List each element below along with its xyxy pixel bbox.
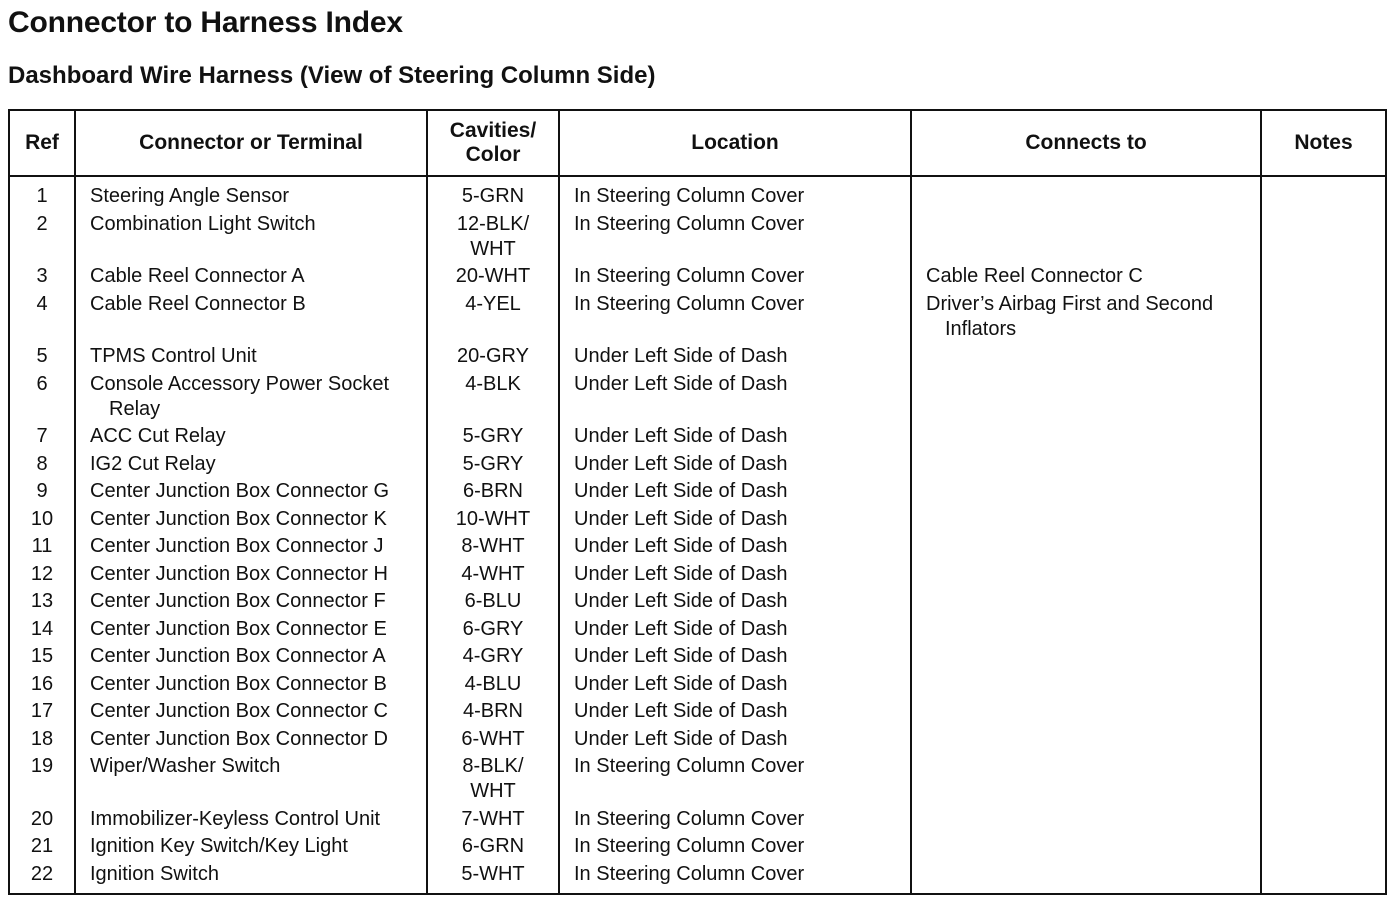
notes-cell xyxy=(1261,727,1386,755)
connector-cell-text: Wiper/Washer Switch xyxy=(90,755,281,777)
location-cell: Under Left Side of Dash xyxy=(559,644,911,672)
connector-cell xyxy=(75,672,427,700)
table-row xyxy=(9,754,1386,807)
connects-to-cell xyxy=(911,372,1261,425)
table-row xyxy=(9,834,1386,862)
ref-cell: 2 xyxy=(36,212,48,235)
connector-cell-text: IG2 Cut Relay xyxy=(90,452,216,475)
cavities-cell: 12-BLK/ WHT xyxy=(427,212,559,265)
connects-to-cell xyxy=(911,264,1261,292)
table-header-row xyxy=(9,110,1386,176)
connector-cell xyxy=(75,589,427,617)
cavities-cell: 5-GRY xyxy=(427,452,559,480)
cavities-cell: 5-GRN xyxy=(427,176,559,212)
connects-to-cell-text: Driver’s Airbag First and Second Inflators xyxy=(926,292,1214,340)
connects-to-cell xyxy=(911,292,1261,345)
table-row xyxy=(9,562,1386,590)
table-row xyxy=(9,862,1386,894)
table-row xyxy=(9,534,1386,562)
ref-cell: 20 xyxy=(30,807,54,830)
location-cell: In Steering Column Cover xyxy=(559,292,911,345)
cavities-cell: 6-GRN xyxy=(427,834,559,862)
cavities-cell: 4-BRN xyxy=(427,699,559,727)
connector-cell xyxy=(75,264,427,292)
table-row xyxy=(9,507,1386,535)
connector-cell xyxy=(75,754,427,807)
cavities-cell: 7-WHT xyxy=(427,807,559,835)
table-row xyxy=(9,292,1386,345)
table-row xyxy=(9,264,1386,292)
location-cell: Under Left Side of Dash xyxy=(559,617,911,645)
ref-cell: 14 xyxy=(30,617,54,640)
connects-to-cell xyxy=(911,754,1261,807)
table-row xyxy=(9,176,1386,212)
notes-cell xyxy=(1261,372,1386,425)
cavities-cell: 4-WHT xyxy=(427,562,559,590)
ref-cell: 4 xyxy=(36,292,48,315)
connects-to-cell xyxy=(911,562,1261,590)
connector-cell xyxy=(75,372,427,425)
connector-cell-text: Center Junction Box Connector H xyxy=(90,562,388,585)
connects-to-cell xyxy=(911,176,1261,212)
table-row xyxy=(9,479,1386,507)
connector-cell-text: Steering Angle Sensor xyxy=(90,185,290,207)
connects-to-cell xyxy=(911,452,1261,480)
header-connects-to: Connects to xyxy=(911,110,1261,176)
location-cell: Under Left Side of Dash xyxy=(559,672,911,700)
notes-cell xyxy=(1261,507,1386,535)
table-row xyxy=(9,617,1386,645)
connects-to-cell xyxy=(911,727,1261,755)
header-connector: Connector or Terminal xyxy=(75,110,427,176)
location-cell: Under Left Side of Dash xyxy=(559,372,911,425)
page-subtitle: Dashboard Wire Harness (View of Steering Column Side) xyxy=(8,62,656,89)
connector-cell xyxy=(75,727,427,755)
header-ref: Ref xyxy=(9,110,75,176)
ref-cell: 18 xyxy=(30,727,54,750)
cavities-cell: 10-WHT xyxy=(427,507,559,535)
cavities-cell: 5-GRY xyxy=(427,424,559,452)
ref-cell: 13 xyxy=(30,590,54,612)
connector-cell-text: Ignition Key Switch/Key Light xyxy=(90,835,348,857)
connector-cell-text: Center Junction Box Connector D xyxy=(90,727,388,750)
table-row xyxy=(9,727,1386,755)
connector-cell-text: Center Junction Box Connector G xyxy=(90,480,390,502)
location-cell: Under Left Side of Dash xyxy=(559,507,911,535)
notes-cell xyxy=(1261,292,1386,345)
table-row xyxy=(9,644,1386,672)
connector-cell xyxy=(75,617,427,645)
connector-cell xyxy=(75,176,427,212)
notes-cell xyxy=(1261,807,1386,835)
notes-cell xyxy=(1261,754,1386,807)
notes-cell xyxy=(1261,862,1386,894)
connector-cell-text: Center Junction Box Connector E xyxy=(90,617,387,640)
connects-to-cell xyxy=(911,862,1261,894)
cavities-cell: 8-WHT xyxy=(427,534,559,562)
ref-cell: 21 xyxy=(30,835,54,857)
ref-cell: 22 xyxy=(30,862,54,885)
connects-to-cell-text: Cable Reel Connector C xyxy=(926,265,1143,287)
notes-cell xyxy=(1261,212,1386,265)
cavities-cell: 5-WHT xyxy=(427,862,559,894)
header-location: Location xyxy=(559,110,911,176)
table-row xyxy=(9,344,1386,372)
connector-cell xyxy=(75,452,427,480)
notes-cell xyxy=(1261,479,1386,507)
connector-cell xyxy=(75,479,427,507)
location-cell: Under Left Side of Dash xyxy=(559,344,911,372)
connector-cell xyxy=(75,644,427,672)
ref-cell: 7 xyxy=(36,425,48,447)
notes-cell xyxy=(1261,589,1386,617)
connector-cell-text: Console Accessory Power Socket Relay xyxy=(90,372,390,420)
connector-cell-text: Combination Light Switch xyxy=(90,212,316,235)
notes-cell xyxy=(1261,534,1386,562)
connector-cell xyxy=(75,699,427,727)
location-cell: Under Left Side of Dash xyxy=(559,589,911,617)
connects-to-cell xyxy=(911,507,1261,535)
header-cavities xyxy=(427,110,559,176)
cavities-cell: 6-BRN xyxy=(427,479,559,507)
cavities-cell: 6-GRY xyxy=(427,617,559,645)
connector-cell xyxy=(75,862,427,894)
cavities-cell: 8-BLK/ WHT xyxy=(427,754,559,807)
connects-to-cell xyxy=(911,807,1261,835)
connector-cell-text: Center Junction Box Connector C xyxy=(90,700,388,722)
table-row xyxy=(9,807,1386,835)
table-row xyxy=(9,452,1386,480)
connector-cell-text: Center Junction Box Connector J xyxy=(90,535,384,557)
location-cell: In Steering Column Cover xyxy=(559,807,911,835)
ref-cell: 6 xyxy=(36,372,48,395)
location-cell: In Steering Column Cover xyxy=(559,834,911,862)
cavities-cell: 4-YEL xyxy=(427,292,559,345)
table-row xyxy=(9,589,1386,617)
connector-cell-text: Immobilizer-Keyless Control Unit xyxy=(90,807,381,830)
connects-to-cell xyxy=(911,617,1261,645)
notes-cell xyxy=(1261,176,1386,212)
cavities-cell: 4-BLK xyxy=(427,372,559,425)
location-cell: Under Left Side of Dash xyxy=(559,424,911,452)
connector-cell xyxy=(75,834,427,862)
notes-cell xyxy=(1261,644,1386,672)
cavities-cell: 6-WHT xyxy=(427,727,559,755)
connector-cell xyxy=(75,562,427,590)
location-cell: Under Left Side of Dash xyxy=(559,479,911,507)
connector-cell xyxy=(75,212,427,265)
notes-cell xyxy=(1261,672,1386,700)
location-cell: In Steering Column Cover xyxy=(559,212,911,265)
connector-cell xyxy=(75,292,427,345)
location-cell: In Steering Column Cover xyxy=(559,862,911,894)
ref-cell: 10 xyxy=(30,507,54,530)
connects-to-cell xyxy=(911,344,1261,372)
ref-cell: 3 xyxy=(36,265,48,287)
connector-index-table xyxy=(8,109,1387,895)
connects-to-cell xyxy=(911,479,1261,507)
connector-cell-text: Cable Reel Connector A xyxy=(90,265,305,287)
connector-cell xyxy=(75,424,427,452)
ref-cell: 19 xyxy=(30,755,54,777)
notes-cell xyxy=(1261,424,1386,452)
location-cell: Under Left Side of Dash xyxy=(559,727,911,755)
header-notes: Notes xyxy=(1261,110,1386,176)
location-cell: In Steering Column Cover xyxy=(559,176,911,212)
cavities-cell: 20-GRY xyxy=(427,344,559,372)
connects-to-cell xyxy=(911,644,1261,672)
cavities-cell: 20-WHT xyxy=(427,264,559,292)
connector-cell xyxy=(75,507,427,535)
connector-cell-text: TPMS Control Unit xyxy=(90,345,257,367)
connector-cell-text: ACC Cut Relay xyxy=(90,425,226,447)
connects-to-cell xyxy=(911,212,1261,265)
connector-cell-text: Ignition Switch xyxy=(90,862,219,885)
ref-cell: 11 xyxy=(31,535,53,557)
table-row xyxy=(9,672,1386,700)
notes-cell xyxy=(1261,834,1386,862)
connector-cell-text: Center Junction Box Connector A xyxy=(90,645,386,667)
connector-cell-text: Center Junction Box Connector B xyxy=(90,672,387,695)
cavities-cell: 6-BLU xyxy=(427,589,559,617)
connector-cell-text: Center Junction Box Connector F xyxy=(90,590,386,612)
connector-cell-text: Center Junction Box Connector K xyxy=(90,507,387,530)
connects-to-cell xyxy=(911,589,1261,617)
ref-cell: 17 xyxy=(30,700,54,722)
notes-cell xyxy=(1261,452,1386,480)
ref-cell: 12 xyxy=(30,562,54,585)
header-cavities-line1: Cavities/ xyxy=(449,119,537,142)
location-cell: Under Left Side of Dash xyxy=(559,534,911,562)
table-row xyxy=(9,424,1386,452)
notes-cell xyxy=(1261,617,1386,645)
connects-to-cell xyxy=(911,534,1261,562)
location-cell: Under Left Side of Dash xyxy=(559,699,911,727)
location-cell: In Steering Column Cover xyxy=(559,754,911,807)
notes-cell xyxy=(1261,344,1386,372)
connector-cell xyxy=(75,534,427,562)
notes-cell xyxy=(1261,699,1386,727)
ref-cell: 15 xyxy=(30,645,54,667)
connects-to-cell xyxy=(911,672,1261,700)
connects-to-cell xyxy=(911,424,1261,452)
cavities-cell: 4-BLU xyxy=(427,672,559,700)
ref-cell: 5 xyxy=(36,345,48,367)
connector-cell xyxy=(75,344,427,372)
table-row xyxy=(9,372,1386,425)
connects-to-cell xyxy=(911,699,1261,727)
table-row xyxy=(9,212,1386,265)
ref-cell: 16 xyxy=(30,672,54,695)
ref-cell: 9 xyxy=(36,480,48,502)
table-row xyxy=(9,699,1386,727)
location-cell: In Steering Column Cover xyxy=(559,264,911,292)
connects-to-cell xyxy=(911,834,1261,862)
cavities-cell: 4-GRY xyxy=(427,644,559,672)
ref-cell: 1 xyxy=(36,185,48,207)
header-cavities-line2: Color xyxy=(465,143,521,166)
notes-cell xyxy=(1261,264,1386,292)
ref-cell: 8 xyxy=(36,452,48,475)
page-title: Connector to Harness Index xyxy=(8,6,403,39)
connector-cell xyxy=(75,807,427,835)
location-cell: Under Left Side of Dash xyxy=(559,452,911,480)
notes-cell xyxy=(1261,562,1386,590)
connector-cell-text: Cable Reel Connector B xyxy=(90,292,306,315)
location-cell: Under Left Side of Dash xyxy=(559,562,911,590)
